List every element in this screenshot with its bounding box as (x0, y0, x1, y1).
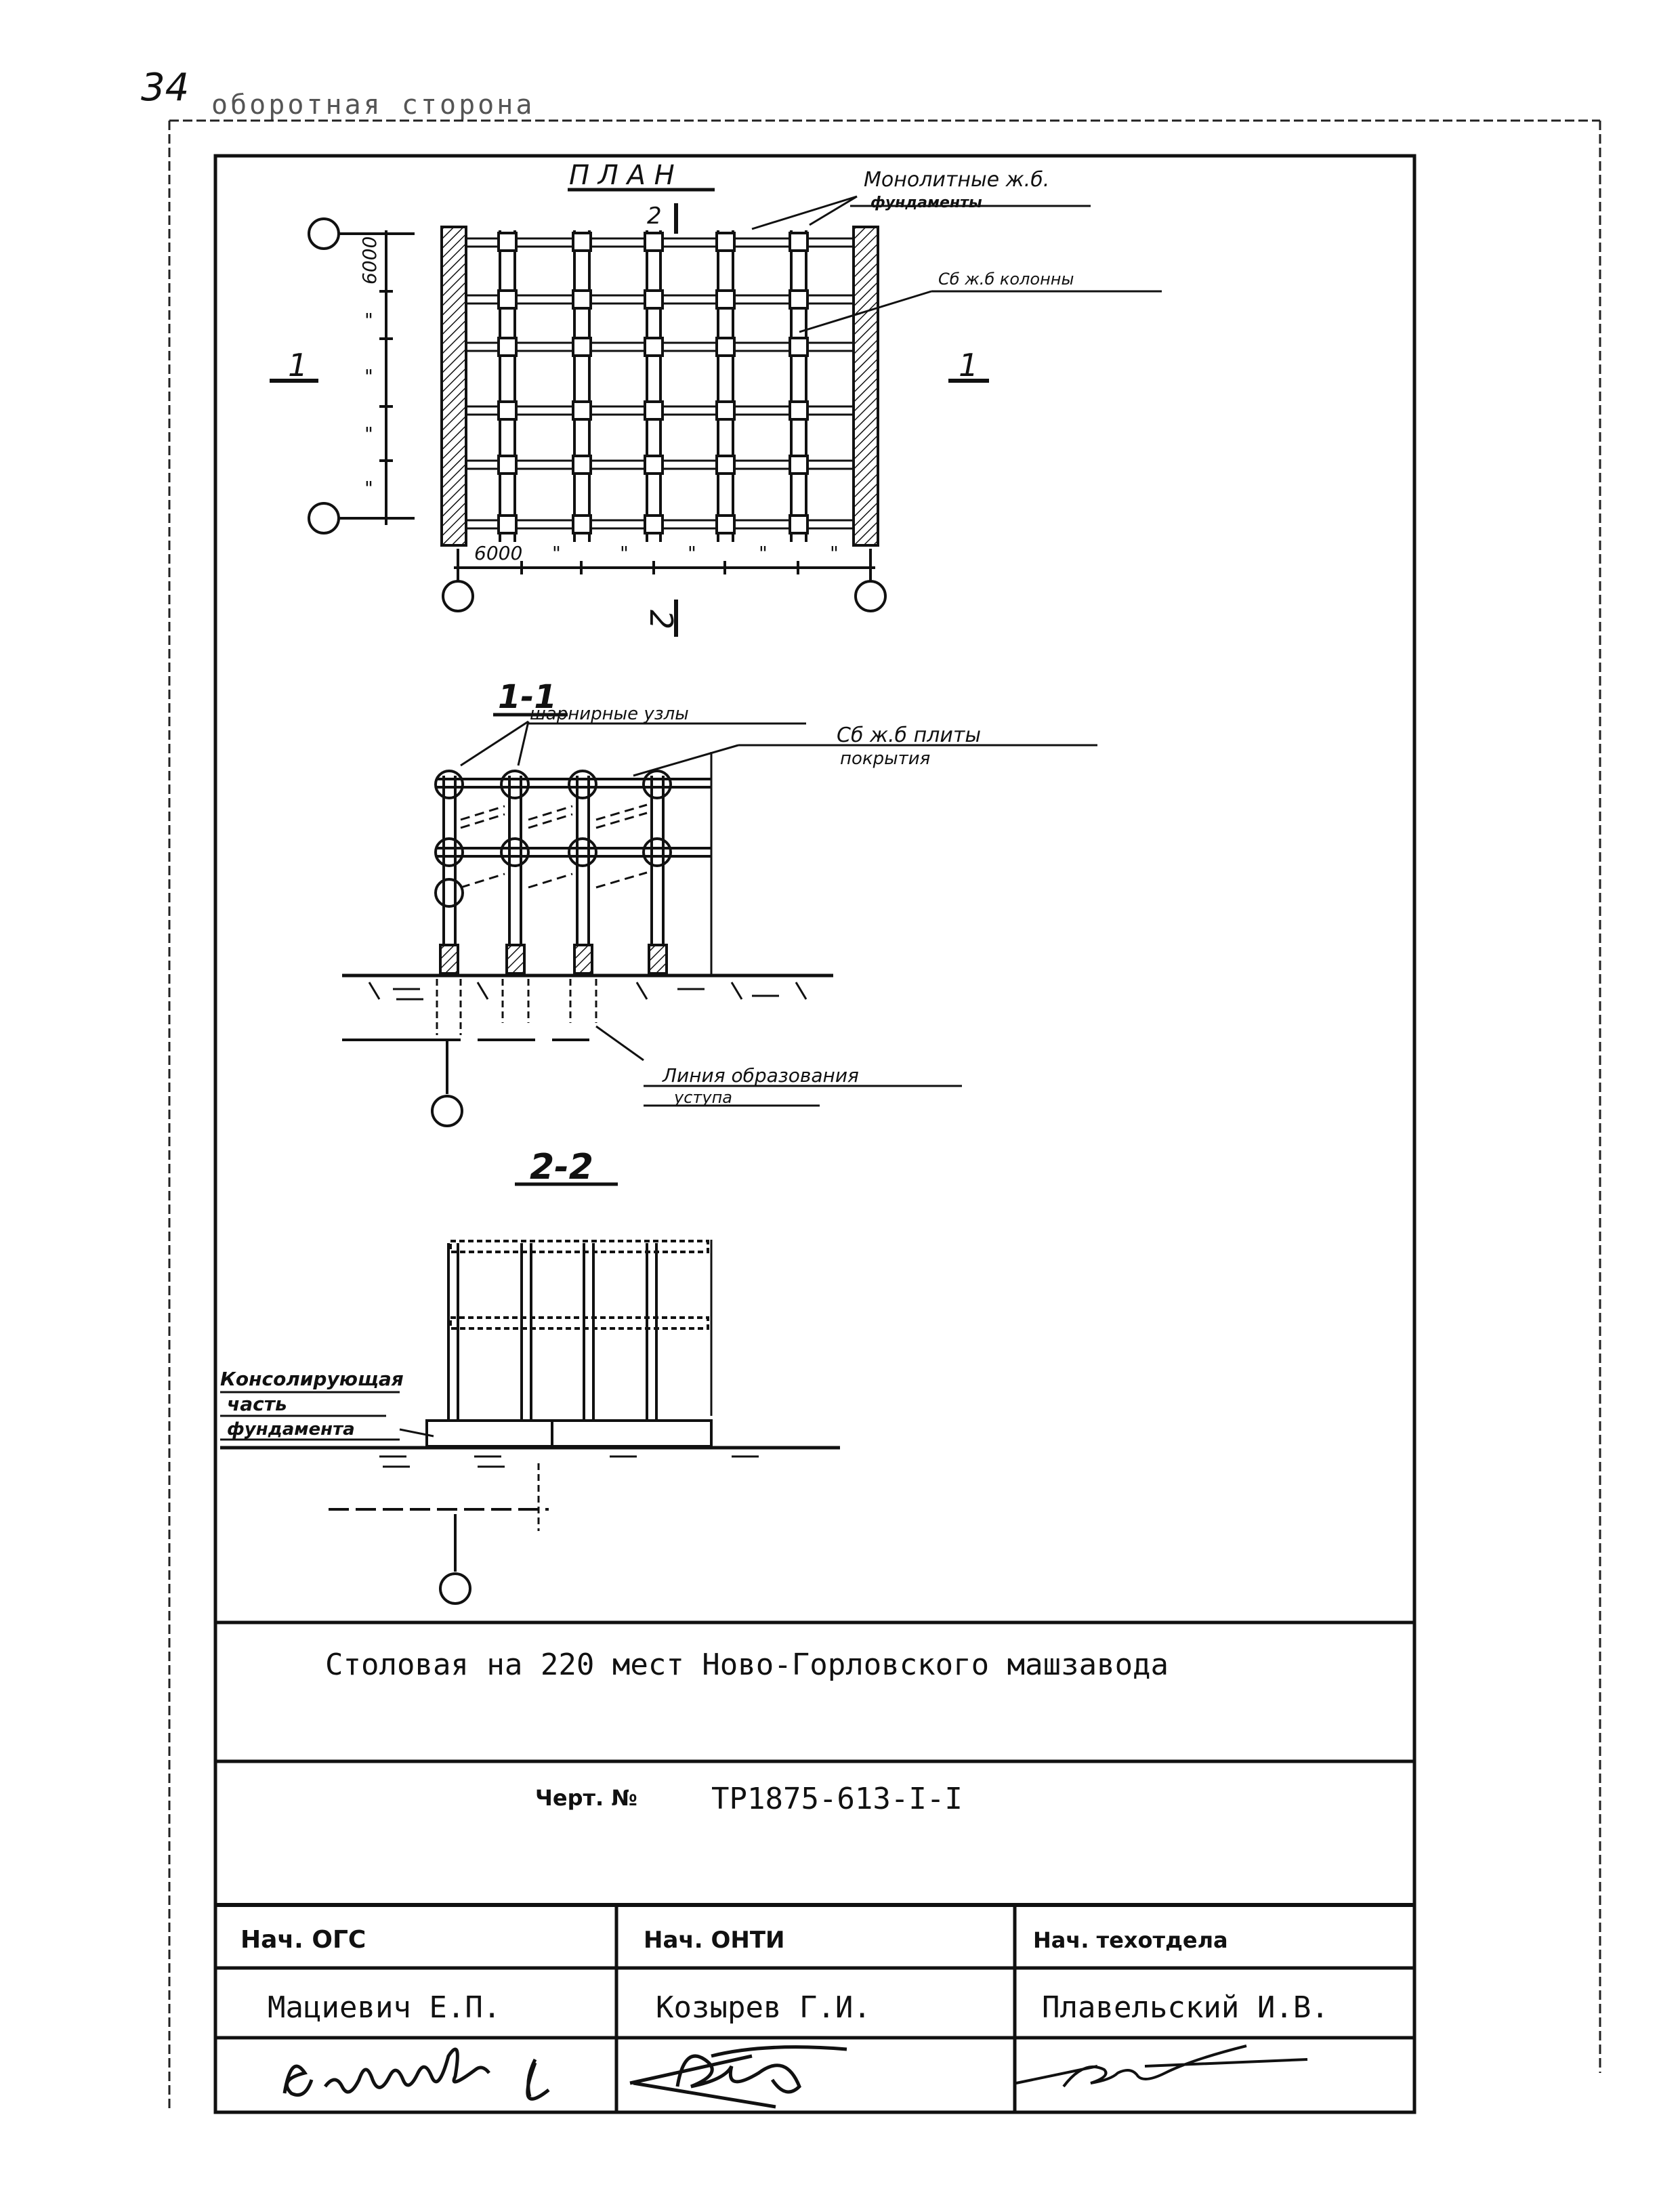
section-2-2-callout-console-2: часть (227, 1393, 287, 1415)
plan-dim-vertical: 6000 (358, 236, 381, 285)
signature-onti (630, 2047, 847, 2107)
section-1-1-callout-hinges: шарнирные узлы (530, 704, 689, 724)
plan-drawing (270, 190, 1162, 637)
name-ogs: Мациевич Е.П. (268, 1990, 501, 2025)
plan-ditto-v4: " (364, 477, 373, 499)
role-tech: Нач. техотдела (1033, 1927, 1228, 1953)
plan-ditto-v3: " (364, 423, 373, 445)
plan-section-1-left: 1 (288, 347, 308, 383)
name-tech: Плавельский И.В. (1042, 1990, 1329, 2025)
section-2-2-callout-console-1: Консолирующая (220, 1368, 404, 1390)
plan-ditto-h4: " (759, 542, 768, 564)
plan-section-1-right: 1 (959, 347, 979, 383)
inner-frame (215, 156, 1414, 2112)
role-onti: Нач. ОНТИ (644, 1927, 785, 1954)
plan-callout-columns: Сб ж.б колонны (938, 270, 1074, 289)
role-ogs: Нач. ОГС (240, 1926, 366, 1954)
plan-title: П Л А Н (569, 160, 675, 191)
plan-section-2-bottom: 2 (643, 610, 679, 630)
plan-ditto-h3: " (688, 542, 696, 564)
section-1-1-callout-step-2: уступа (674, 1088, 732, 1107)
name-onti: Козырев Г.И. (656, 1990, 871, 2025)
project-title: Столовая на 220 мест Ново-Горловского машзавода (325, 1648, 1169, 1682)
section-2-2-title: 2-2 (530, 1147, 593, 1188)
plan-dim-horizontal: 6000 (474, 542, 523, 564)
plan-ditto-h1: " (552, 542, 561, 564)
section-2-2-drawing (220, 1184, 840, 1603)
plan-ditto-v2: " (364, 365, 373, 387)
section-1-1-callout-slabs-2: покрытия (840, 749, 931, 769)
signature-tech (1016, 2046, 1307, 2087)
section-1-1-callout-slabs-1: Сб ж.б плиты (837, 724, 982, 747)
side-note: оборотная сторона (211, 89, 535, 121)
plan-ditto-v1: " (364, 309, 373, 331)
section-1-1-callout-step-1: Линия образования (663, 1064, 859, 1087)
drawing-label: Черт. № (535, 1785, 637, 1811)
section-2-2-callout-console-3: фундамента (227, 1419, 355, 1440)
section-1-1-title: 1-1 (498, 678, 557, 716)
drawing-number: ТР1875-613-I-I (711, 1782, 963, 1816)
signature-ogs (285, 2049, 549, 2099)
title-block (215, 1622, 1414, 2112)
plan-callout-foundations-2: фундаменты (870, 194, 982, 211)
page-number: 34 (141, 66, 190, 110)
plan-section-2-top: 2 (647, 203, 662, 230)
plan-ditto-h5: " (830, 542, 839, 564)
plan-ditto-h2: " (620, 542, 629, 564)
plan-callout-foundations-1: Монолитные ж.б. (864, 168, 1050, 192)
